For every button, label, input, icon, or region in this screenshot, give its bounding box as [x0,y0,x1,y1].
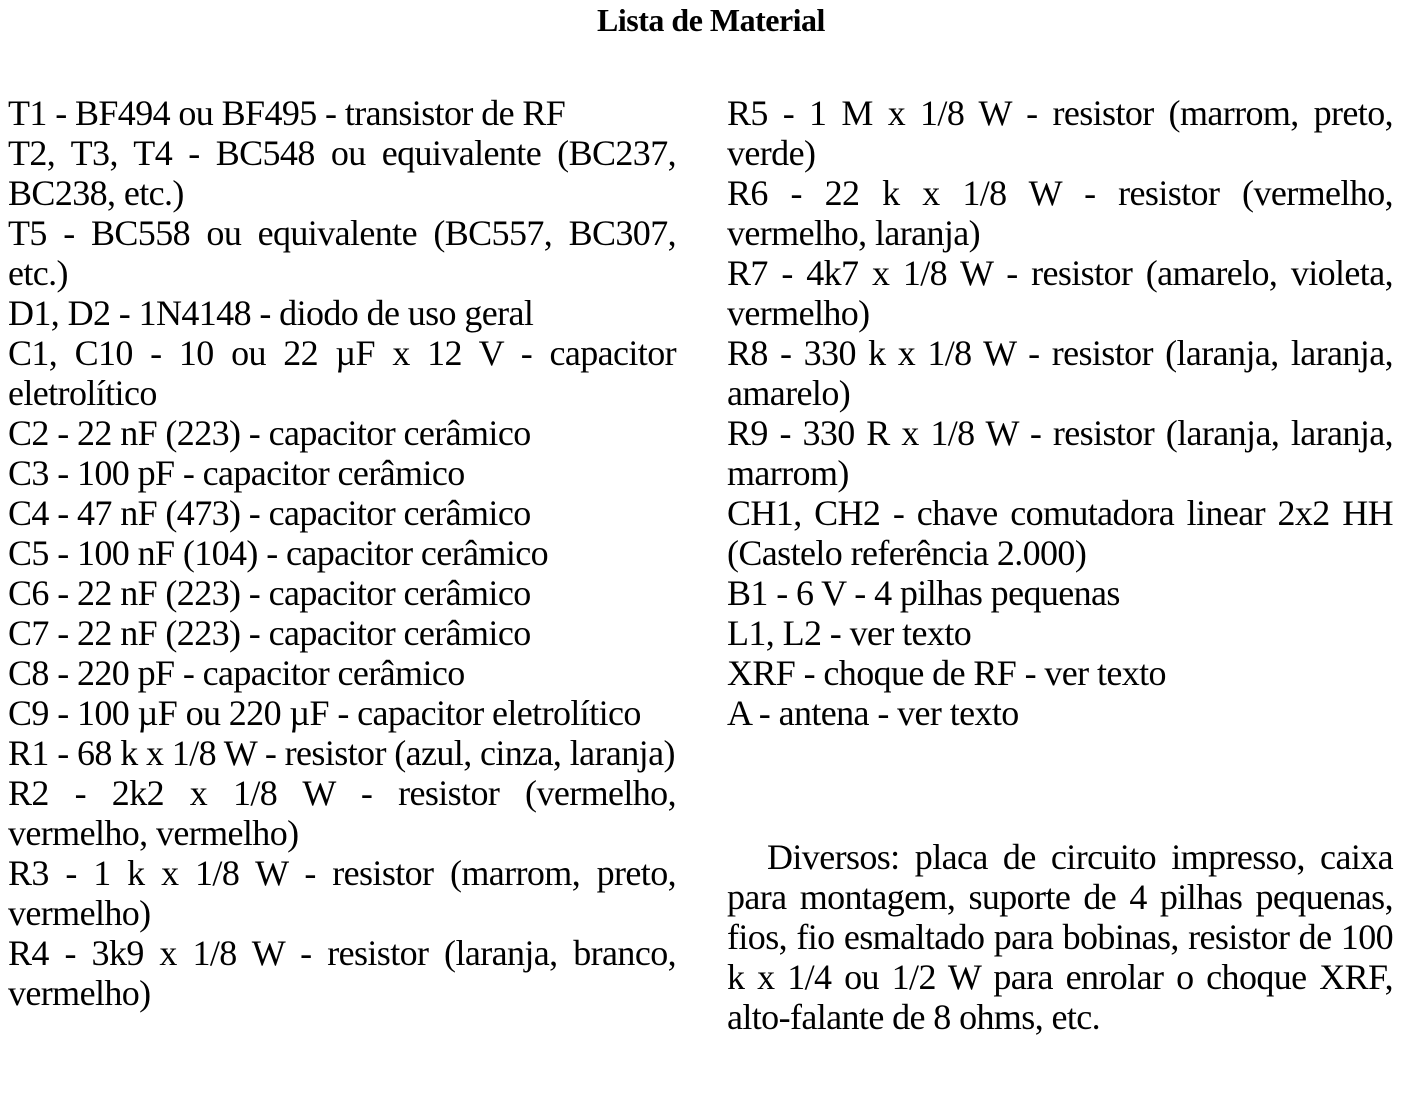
list-item: C9 - 100 µF ou 220 µF - capacitor eletrolítico [8,693,641,733]
list-item: R5 - 1 M x 1/8 W - resistor (marrom, preto, verde) [727,93,1393,173]
list-item: R7 - 4k7 x 1/8 W - resistor (amarelo, violeta, vermelho) [727,253,1393,333]
list-item: XRF - choque de RF - ver texto [727,653,1166,693]
parts-list-left-column [8,93,676,1013]
list-item: B1 - 6 V - 4 pilhas pequenas [727,573,1120,613]
list-item: C6 - 22 nF (223) - capacitor cerâmico [8,573,531,613]
page-title: Lista de Material [597,2,825,38]
list-item: T2, T3, T4 - BC548 ou equivalente (BC237, BC238, etc.) [8,133,676,213]
list-item: T1 - BF494 ou BF495 - transistor de RF [8,93,566,133]
list-item: R3 - 1 k x 1/8 W - resistor (marrom, preto, vermelho) [8,853,676,933]
list-item: R9 - 330 R x 1/8 W - resistor (laranja, laranja, marrom) [727,413,1393,493]
list-item: CH1, CH2 - chave comutadora linear 2x2 HH (Castelo referência 2.000) [727,493,1393,573]
list-item: T5 - BC558 ou equivalente (BC557, BC307, etc.) [8,213,676,293]
list-item: R6 - 22 k x 1/8 W - resistor (vermelho, vermelho, laranja) [727,173,1393,253]
list-item: D1, D2 - 1N4148 - diodo de uso geral [8,293,534,333]
miscellaneous-paragraph: Diversos: placa de circuito impresso, caixa para montagem, suporte de 4 pilhas pequenas, fios, fio esmaltado para bobinas, resistor de 100 k x 1/4 ou 1/2 W para enrolar o choque XRF, alto-falante de 8 ohms, etc. [727,837,1393,1037]
list-item: C7 - 22 nF (223) - capacitor cerâmico [8,613,531,653]
list-item: C3 - 100 pF - capacitor cerâmico [8,453,465,493]
list-item: R4 - 3k9 x 1/8 W - resistor (laranja, branco, vermelho) [8,933,676,1013]
list-item: A - antena - ver texto [727,693,1019,733]
list-item: R1 - 68 k x 1/8 W - resistor (azul, cinza, laranja) [8,733,675,773]
list-item: R2 - 2k2 x 1/8 W - resistor (vermelho, vermelho, vermelho) [8,773,676,853]
list-item: C1, C10 - 10 ou 22 µF x 12 V - capacitor eletrolítico [8,333,676,413]
list-item: R8 - 330 k x 1/8 W - resistor (laranja, laranja, amarelo) [727,333,1393,413]
list-item: C2 - 22 nF (223) - capacitor cerâmico [8,413,531,453]
list-item: C8 - 220 pF - capacitor cerâmico [8,653,465,693]
parts-list-right-column [727,93,1393,733]
list-item: C5 - 100 nF (104) - capacitor cerâmico [8,533,548,573]
list-item: C4 - 47 nF (473) - capacitor cerâmico [8,493,531,533]
list-item: L1, L2 - ver texto [727,613,972,653]
